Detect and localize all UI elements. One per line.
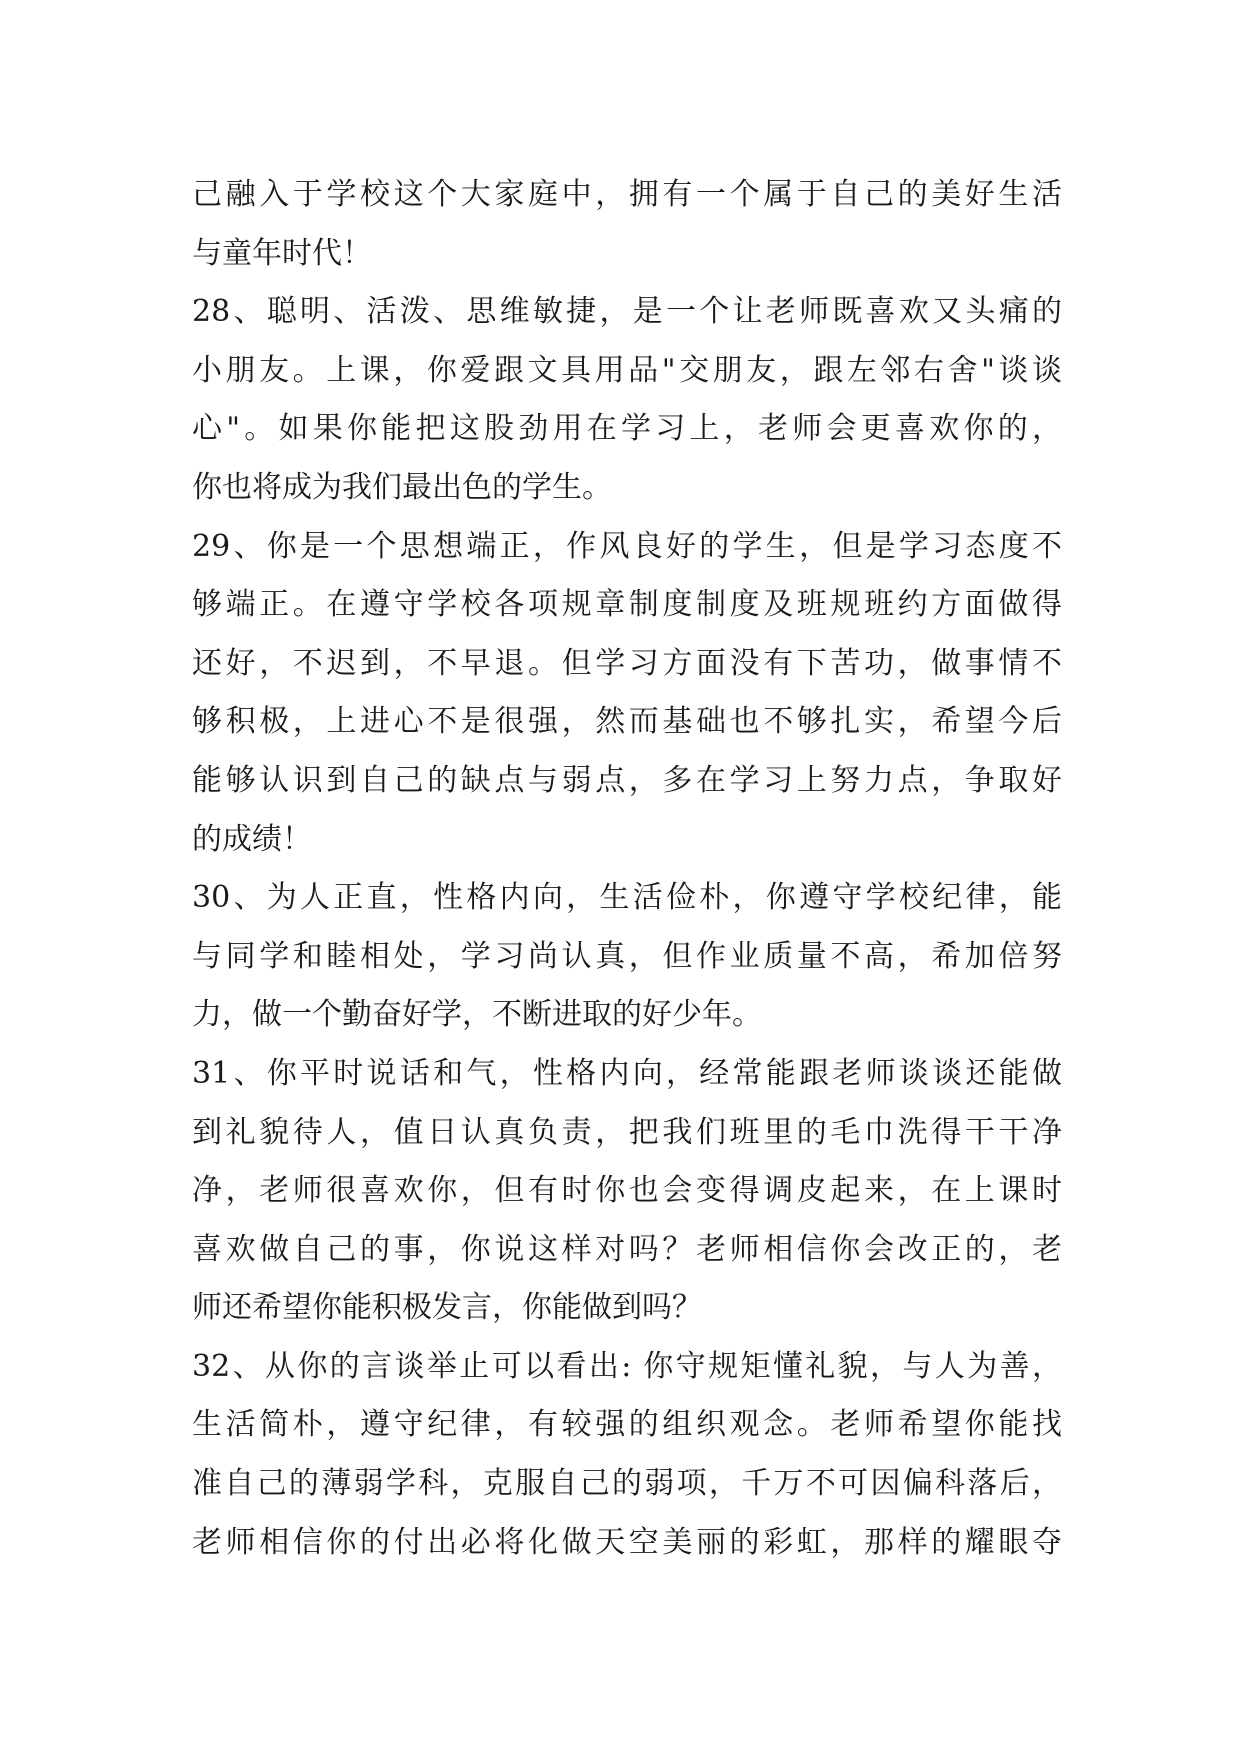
text-line: 准自己的薄弱学科，克服自己的弱项，千万不可因偏科落后， xyxy=(192,1466,1062,1502)
text-line: 30、为人正直，性格内向，生活俭朴，你遵守学校纪律，能 xyxy=(192,880,1062,916)
text-line: 的成绩！ xyxy=(192,821,312,857)
text-line: 你也将成为我们最出色的学生。 xyxy=(192,469,612,505)
text-line: 师还希望你能积极发言，你能做到吗？ xyxy=(192,1290,702,1326)
text-line: 小朋友。上课，你爱跟文具用品"交朋友，跟左邻右舍"谈谈 xyxy=(192,352,1062,388)
text-line: 28、聪明、活泼、思维敏捷，是一个让老师既喜欢又头痛的 xyxy=(192,294,1062,330)
text-line: 生活简朴，遵守纪律，有较强的组织观念。老师希望你能找 xyxy=(192,1407,1062,1443)
text-line: 31、你平时说话和气，性格内向，经常能跟老师谈谈还能做 xyxy=(192,1055,1062,1091)
text-line: 还好，不迟到，不早退。但学习方面没有下苦功，做事情不 xyxy=(192,645,1062,681)
text-line: 与同学和睦相处，学习尚认真，但作业质量不高，希加倍努 xyxy=(192,938,1062,974)
document-body xyxy=(192,166,1062,1572)
text-line: 29、你是一个思想端正，作风良好的学生，但是学习态度不 xyxy=(192,528,1062,564)
text-line: 老师相信你的付出必将化做天空美丽的彩虹，那样的耀眼夺 xyxy=(192,1524,1062,1560)
text-line: 心"。如果你能把这股劲用在学习上，老师会更喜欢你的， xyxy=(192,411,1062,447)
text-line: 力，做一个勤奋好学，不断进取的好少年。 xyxy=(192,997,762,1033)
text-line: 够端正。在遵守学校各项规章制度制度及班规班约方面做得 xyxy=(192,587,1062,623)
text-line: 32、从你的言谈举止可以看出: 你守规矩懂礼貌，与人为善， xyxy=(192,1348,1062,1384)
text-line: 净，老师很喜欢你，但有时你也会变得调皮起来，在上课时 xyxy=(192,1173,1062,1209)
text-line: 与童年时代！ xyxy=(192,235,372,271)
text-line: 能够认识到自己的缺点与弱点，多在学习上努力点，争取好 xyxy=(192,762,1062,798)
text-line: 到礼貌待人，值日认真负责，把我们班里的毛巾洗得干干净 xyxy=(192,1114,1062,1150)
text-line: 够积极，上进心不是很强，然而基础也不够扎实，希望今后 xyxy=(192,704,1062,740)
text-line: 己融入于学校这个大家庭中，拥有一个属于自己的美好生活 xyxy=(192,177,1062,212)
text-line: 喜欢做自己的事，你说这样对吗？老师相信你会改正的，老 xyxy=(192,1231,1062,1267)
